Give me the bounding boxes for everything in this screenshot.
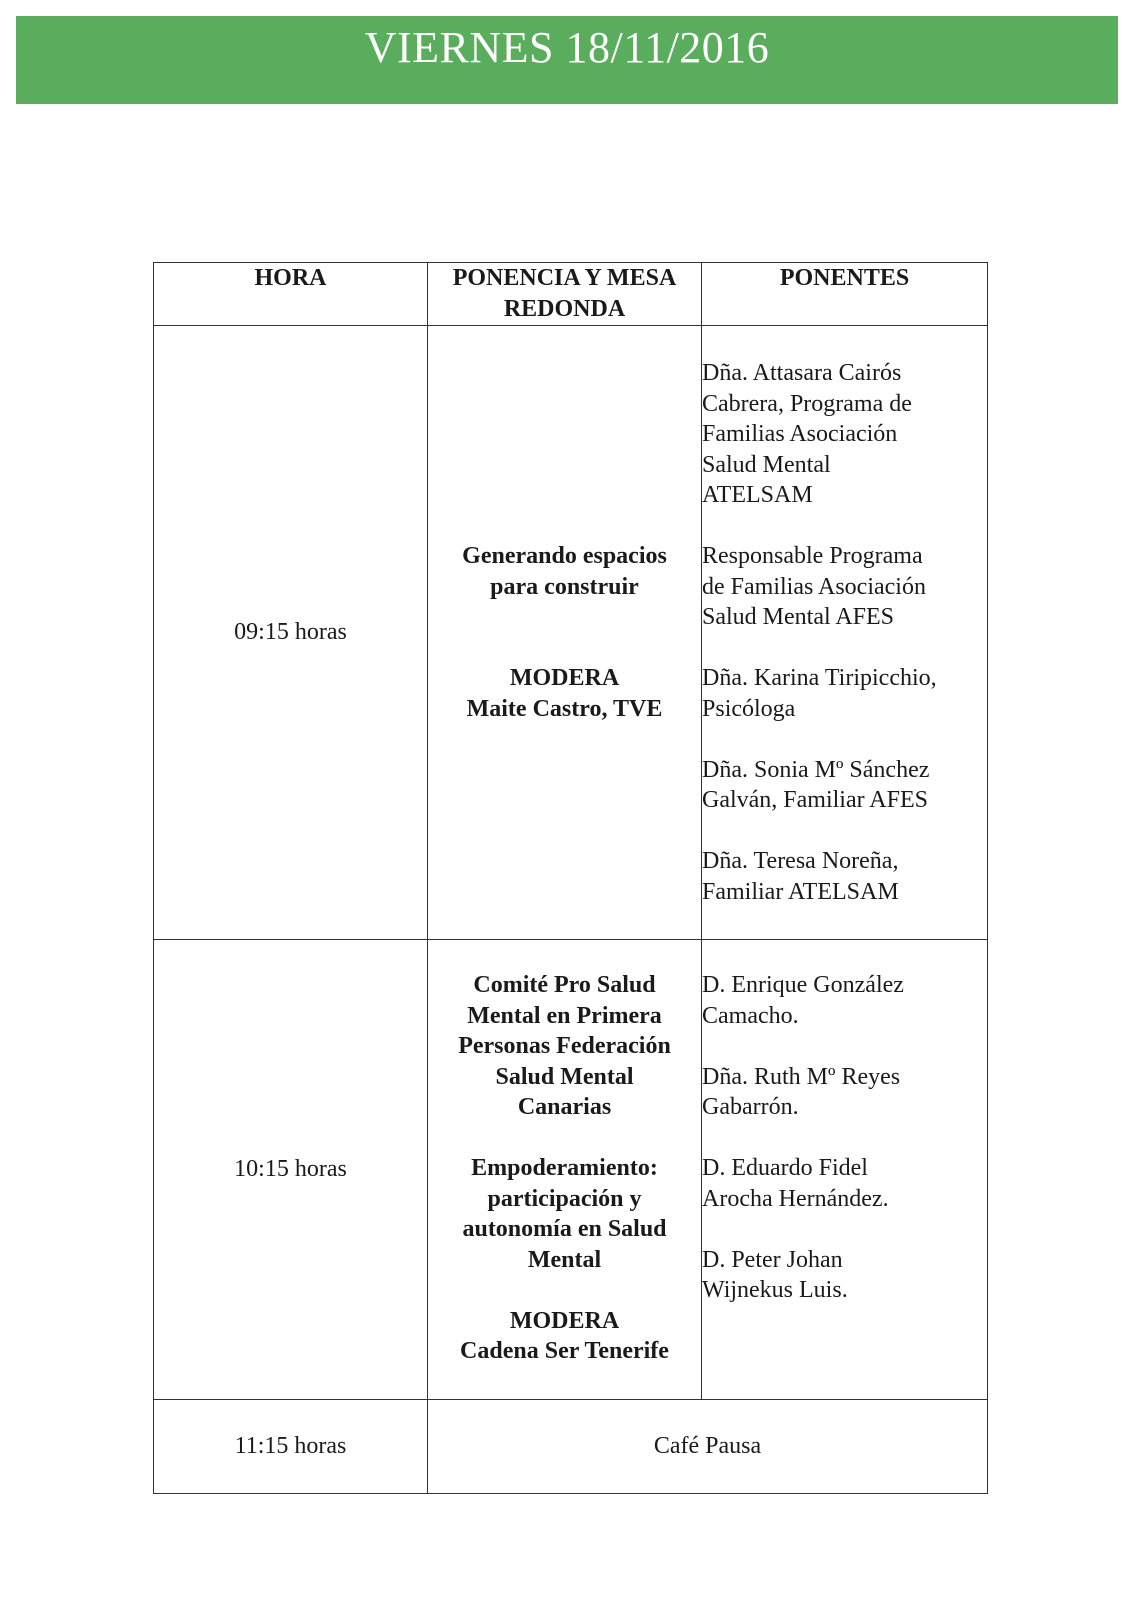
speaker-line: D. Eduardo Fidel: [702, 1155, 868, 1181]
session2-speakers-cell: [702, 940, 988, 1400]
session2-topic2-line2: participación y: [487, 1185, 642, 1212]
speaker-line: Wijnekus Luis.: [702, 1277, 848, 1303]
session1-topic-line1: Generando espacios: [462, 543, 667, 569]
speaker-line: Dña. Ruth Mº Reyes: [702, 1063, 901, 1090]
session3-time: 11:15 horas: [234, 1433, 347, 1460]
day-banner: [16, 16, 1118, 104]
session2-topic2-line1: Empoderamiento:: [471, 1155, 658, 1181]
day-title: VIERNES 18/11/2016: [364, 23, 770, 72]
session3-activity: Café Pausa: [653, 1433, 762, 1460]
speaker-line: Dña. Karina Tiripicchio,: [702, 665, 937, 691]
session1-speakers-cell: [702, 326, 988, 940]
table-row: [154, 940, 988, 1400]
speaker-line: Familias Asociación: [702, 421, 898, 447]
session2-topic2-line4: Mental: [527, 1246, 602, 1273]
column-header-ponentes-label: PONENTES: [779, 265, 910, 291]
speaker-line: Galván, Familiar AFES: [702, 787, 928, 813]
speaker-line: ATELSAM: [702, 482, 813, 508]
speaker-line: Salud Mental AFES: [702, 604, 895, 630]
speaker-line: Arocha Hernández.: [702, 1185, 889, 1212]
spacer: [428, 1275, 701, 1306]
session3-activity-cell: [428, 1400, 988, 1494]
session2-time-cell: [154, 940, 428, 1400]
session3-time-cell: [154, 1400, 428, 1494]
spacer: [702, 511, 987, 542]
column-header-hora: [154, 263, 428, 326]
speaker-line: Camacho.: [702, 1002, 799, 1029]
speaker-line: Salud Mental: [702, 451, 831, 478]
table-row: [154, 326, 988, 940]
speaker-line: Gabarrón.: [702, 1094, 799, 1120]
speaker-line: Responsable Programa: [702, 543, 923, 569]
spacer: [702, 724, 987, 755]
spacer: [702, 1031, 987, 1062]
column-header-ponencia: [428, 263, 702, 326]
spacer: [702, 816, 987, 847]
column-header-hora-label: HORA: [254, 265, 327, 291]
session2-time: 10:15 horas: [234, 1156, 347, 1183]
column-header-ponencia-line1: PONENCIA Y MESA: [452, 265, 677, 291]
session2-topic-cell: [428, 940, 702, 1400]
spacer: [702, 1214, 987, 1245]
schedule-table: [153, 262, 988, 1494]
session2-topic-line5: Canarias: [517, 1094, 612, 1120]
session1-moderator-label: MODERA: [509, 665, 620, 691]
spacer: [428, 602, 701, 663]
speaker-line: D. Enrique González: [702, 972, 904, 998]
speaker-line: Dña. Sonia Mº Sánchez: [702, 756, 930, 783]
session2-moderator: Cadena Ser Tenerife: [460, 1338, 669, 1364]
speaker-line: D. Peter Johan: [702, 1246, 843, 1273]
table-row: [154, 1400, 988, 1494]
speaker-line: Familiar ATELSAM: [702, 878, 899, 905]
session2-topic-line1: Comité Pro Salud: [473, 972, 656, 998]
speaker-line: Psicóloga: [702, 695, 796, 722]
spacer: [702, 1123, 987, 1154]
session1-topic-line2: para construir: [490, 573, 639, 600]
speaker-line: Dña. Teresa Noreña,: [702, 848, 899, 874]
session1-topic-cell: [428, 326, 702, 940]
column-header-ponencia-line2: REDONDA: [503, 295, 626, 322]
session1-time: 09:15 horas: [234, 619, 347, 646]
speaker-line: Dña. Attasara Cairós: [702, 360, 902, 386]
table-header-row: [154, 263, 988, 326]
session2-topic2-line3: autonomía en Salud: [462, 1216, 667, 1242]
session1-moderator: Maite Castro, TVE: [466, 695, 663, 722]
session2-topic-line3: Personas Federación: [458, 1033, 671, 1059]
column-header-ponentes: [702, 263, 988, 326]
speaker-line: de Familias Asociación: [702, 573, 926, 600]
spacer: [702, 633, 987, 664]
session2-topic-line4: Salud Mental: [495, 1063, 634, 1090]
session2-topic-line2: Mental en Primera: [467, 1002, 662, 1029]
spacer: [428, 1123, 701, 1154]
speaker-line: Cabrera, Programa de: [702, 390, 912, 417]
session2-moderator-label: MODERA: [509, 1307, 620, 1334]
session1-time-cell: [154, 326, 428, 940]
